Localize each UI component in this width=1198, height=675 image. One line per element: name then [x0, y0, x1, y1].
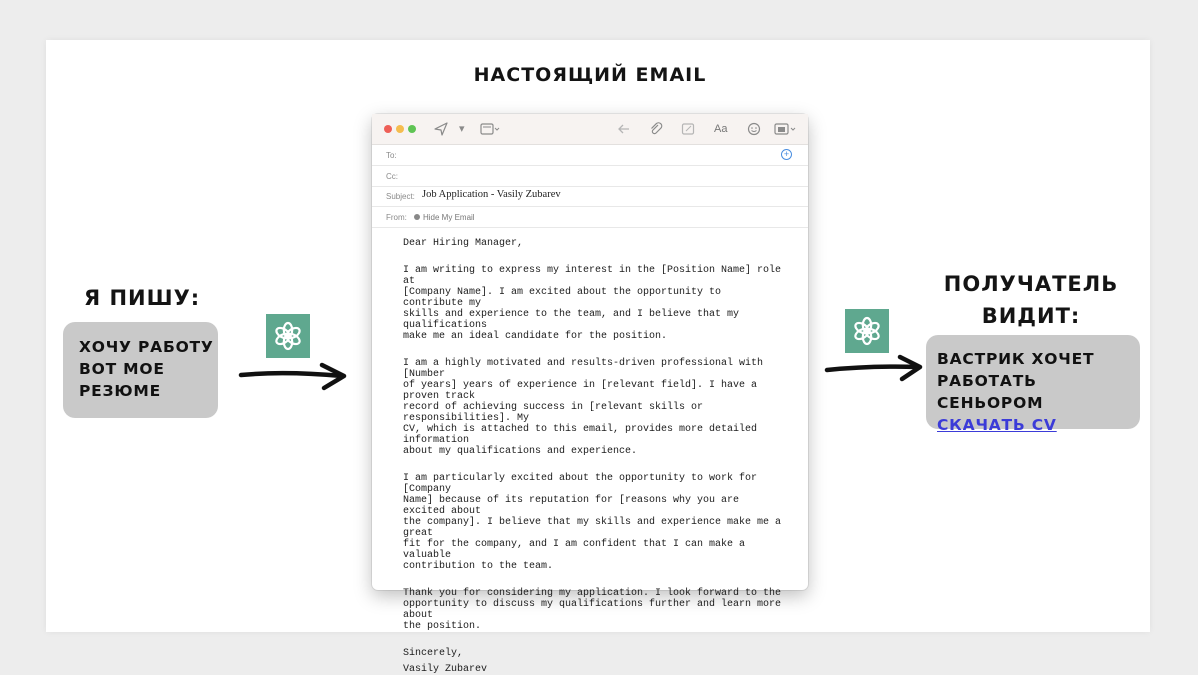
- body-line: I am particularly excited about the opportunity to work for [Company: [403, 473, 758, 495]
- attach-icon[interactable]: [649, 122, 663, 140]
- mail-body[interactable]: [403, 238, 783, 675]
- heading-real-email: НАСТОЯЩИЙ EMAIL: [473, 64, 707, 86]
- download-cv-link[interactable]: СКАЧАТЬ CV: [937, 416, 1057, 434]
- recipient-message-line: РАБОТАТЬ СЕНЬОРОМ: [937, 372, 1044, 412]
- zoom-window-button[interactable]: [408, 125, 416, 133]
- from-field[interactable]: [372, 207, 808, 228]
- recipient-message-bubble: [926, 335, 1140, 434]
- body-line: about my qualifications and experience.: [403, 446, 638, 457]
- add-contact-icon[interactable]: +: [781, 149, 792, 160]
- body-line: fit for the company, and I am confident that I can make a valuable: [403, 539, 746, 561]
- chatgpt-logo-icon: [845, 309, 889, 353]
- reply-icon[interactable]: [617, 122, 631, 140]
- subject-field[interactable]: [372, 186, 808, 207]
- format-icon[interactable]: [480, 122, 502, 140]
- body-line: of years] years of experience in [relevant field]. I have a proven track: [403, 380, 758, 402]
- send-icon[interactable]: [434, 122, 448, 140]
- heading-recipient-line-1: ПОЛУЧАТЕЛЬ: [943, 272, 1119, 296]
- subject-label: Subject:: [386, 192, 415, 201]
- user-message-line: ХОЧУ РАБОТУ: [79, 338, 214, 356]
- hand-drawn-arrow-icon: [824, 352, 928, 386]
- mail-toolbar: [372, 114, 808, 145]
- body-line: contribution to the team.: [403, 561, 554, 572]
- body-line: the company]. I believe that my skills and experience make me a great: [403, 517, 782, 539]
- user-message-line: РЕЗЮМЕ: [79, 382, 161, 400]
- body-line: Name] because of its reputation for [reasons why you are excited about: [403, 495, 740, 517]
- subject-value[interactable]: Job Application - Vasily Zubarev: [422, 189, 561, 200]
- from-label: From:: [386, 213, 407, 222]
- signature: Vasily Zubarev: [403, 664, 488, 675]
- mail-compose-window: [372, 114, 808, 675]
- user-message-bubble: [63, 322, 218, 418]
- body-line: record of achieving success in [relevant skills or responsibilities]. My: [403, 402, 704, 424]
- chevron-down-icon[interactable]: ▾: [459, 123, 465, 135]
- markup-icon[interactable]: [681, 122, 695, 140]
- heading-recipient-sees: [920, 268, 1142, 332]
- chatgpt-logo-icon: [266, 314, 310, 358]
- body-line: I am a highly motivated and results-driven professional with [Number: [403, 358, 764, 380]
- font-icon[interactable]: Aa: [714, 123, 728, 135]
- cc-label: Cc:: [386, 172, 398, 181]
- body-line: I am writing to express my interest in the [Position Name] role at: [403, 265, 782, 287]
- to-field[interactable]: [372, 145, 808, 166]
- recipient-message-line: ВАСТРИК ХОЧЕТ: [937, 350, 1095, 368]
- body-line: [Company Name]. I am excited about the opportunity to contribute my: [403, 287, 722, 309]
- body-line: opportunity to discuss my qualifications further and learn more about: [403, 599, 782, 621]
- body-line: make me an ideal candidate for the position.: [403, 331, 668, 342]
- user-message-line: ВОТ МОЕ: [79, 360, 165, 378]
- hand-drawn-arrow-icon: [238, 360, 352, 394]
- heading-recipient-line-2: ВИДИТ:: [981, 304, 1081, 328]
- cc-field[interactable]: [372, 166, 808, 187]
- from-value: Hide My Email: [423, 213, 475, 222]
- photo-icon[interactable]: [774, 122, 798, 140]
- emoji-icon[interactable]: [747, 122, 761, 140]
- minimize-window-button[interactable]: [396, 125, 404, 133]
- close-window-button[interactable]: [384, 125, 392, 133]
- from-selector[interactable]: [414, 213, 475, 222]
- body-line: Thank you for considering my application. I look forward to the: [403, 588, 782, 599]
- to-label: To:: [386, 151, 397, 160]
- body-line: the position.: [403, 621, 482, 632]
- greeting: Dear Hiring Manager,: [403, 238, 524, 249]
- closing: Sincerely,: [403, 648, 464, 659]
- body-line: CV, which is attached to this email, provides more detailed information: [403, 424, 758, 446]
- body-line: skills and experience to the team, and I believe that my qualifications: [403, 309, 740, 331]
- heading-i-write: Я ПИШУ:: [84, 286, 201, 310]
- hide-my-email-icon: [414, 214, 420, 220]
